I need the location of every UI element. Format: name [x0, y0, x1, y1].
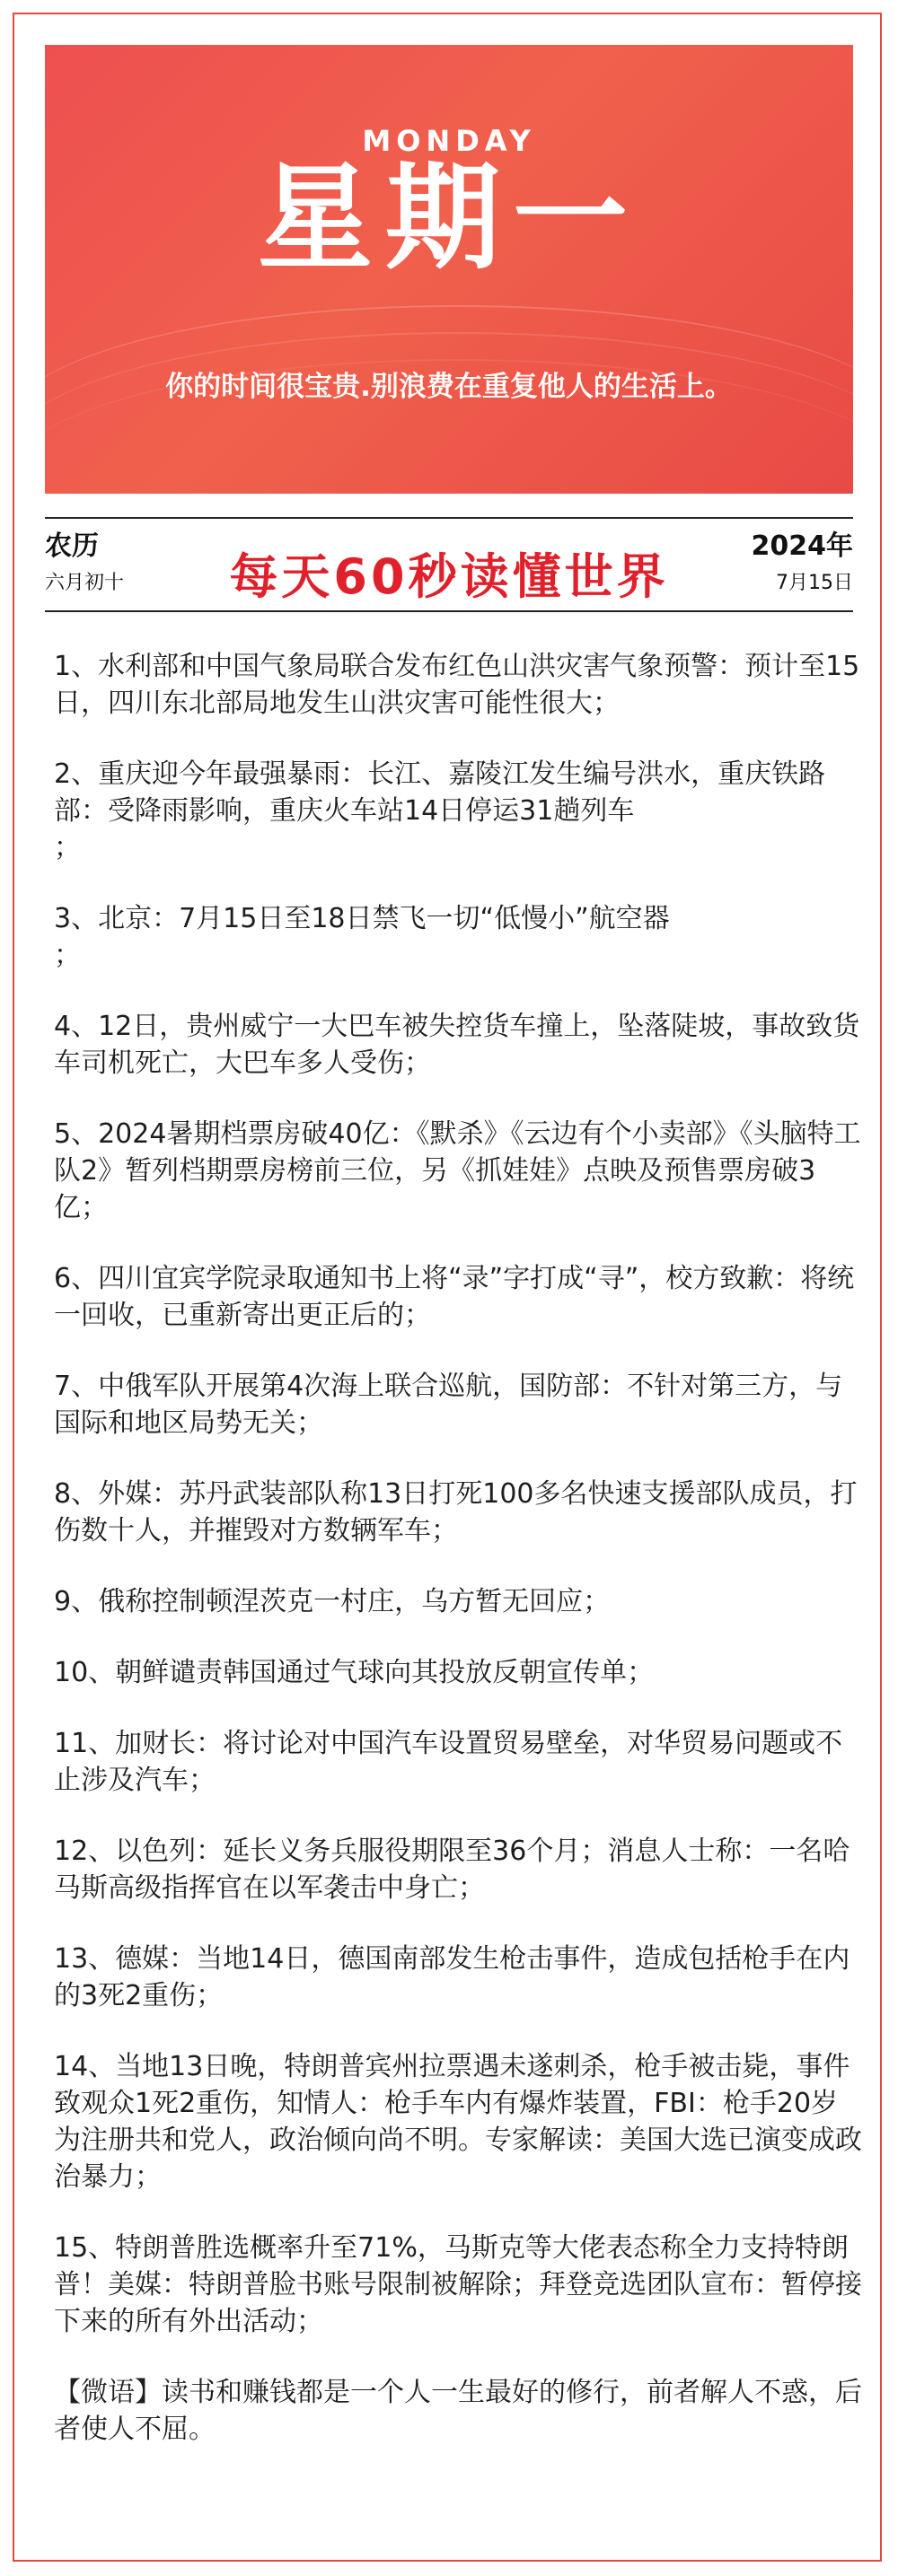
news-text: 11、加财长：将讨论对中国汽车设置贸易壁垒，对华贸易问题或不止涉及汽车； [54, 1728, 843, 1796]
news-text: 5、2024暑期档票房破40亿：《默杀》《云边有个小卖部》《头脑特工队2》暂列档期票房榜前三位，另《抓娃娃》点映及预售票房破3亿； [54, 1118, 861, 1223]
news-item [54, 1833, 862, 1906]
year-label: 2024年 [751, 530, 853, 562]
news-text: 4、12日，贵州威宁一大巴车被失控货车撞上，坠落陡坡，事故致货车司机死亡，大巴车多人受伤； [54, 1011, 860, 1079]
lunar-label: 农历 [45, 530, 99, 562]
daily-quote: 【微语】读书和赚钱都是一个人一生最好的修行，前者解人不惑，后者使人不屈。 [54, 2377, 862, 2445]
news-list [54, 648, 862, 2448]
news-text: 13、德媒：当地14日，德国南部发生枪击事件，造成包括枪手在内的3死2重伤； [54, 1943, 850, 2011]
news-item [54, 1008, 862, 1082]
date-label: 7月15日 [776, 572, 853, 594]
news-tail: ； [54, 940, 81, 971]
page-title: 每天60秒读懂世界 [229, 548, 669, 605]
weekday-english: MONDAY [362, 124, 536, 158]
news-tail: ； [54, 832, 81, 863]
news-item [54, 2230, 862, 2340]
news-item [54, 2048, 862, 2195]
news-item [54, 1654, 862, 1691]
news-text: 9、俄称控制顿涅茨克一村庄，乌方暂无回应； [54, 1586, 611, 1617]
news-text: 12、以色列：延长义务兵服役期限至36个月；消息人士称：一名哈马斯高级指挥官在以军袭击中身亡； [54, 1836, 850, 1904]
news-item [54, 1583, 862, 1620]
news-item [54, 648, 862, 722]
lunar-date: 六月初十 [45, 572, 125, 594]
weekday-chinese: 星期一 [257, 152, 640, 285]
news-text: 7、中俄军队开展第4次海上联合巡航，国防部：不针对第三方，与国际和地区局势无关； [54, 1371, 843, 1439]
news-text: 3、北京：7月15日至18日禁飞一切“低慢小”航空器 [54, 903, 670, 934]
news-text: 6、四川宜宾学院录取通知书上将“录”字打成“寻”，校方致歉：将统一回收，已重新寄出更正后的； [54, 1263, 855, 1331]
news-text: 2、重庆迎今年最强暴雨：长江、嘉陵江发生编号洪水，重庆铁路部：受降雨影响，重庆火车站14日停运31趟列车 [54, 758, 826, 827]
news-item [54, 900, 862, 974]
header-bottom-rule [45, 610, 853, 612]
news-text: 15、特朗普胜选概率升至71%，马斯克等大佬表态称全力支持特朗普！美媒：特朗普脸书账号限制被解除；拜登竞选团队宣布：暂停接下来的所有外出活动； [54, 2232, 862, 2337]
news-item [54, 1116, 862, 1226]
news-item [54, 756, 862, 866]
news-item [54, 1260, 862, 1334]
news-text: 10、朝鲜谴责韩国通过气球向其投放反朝宣传单； [54, 1657, 655, 1688]
news-text: 8、外媒：苏丹武装部队称13日打死100多名快速支援部队成员，打伤数十人，并摧毁对方数辆军车； [54, 1478, 858, 1546]
banner-slogan: 你的时间很宝贵.别浪费在重复他人的生活上。 [165, 371, 733, 403]
news-text: 1、水利部和中国气象局联合发布红色山洪灾害气象预警：预计至15日，四川东北部局地发生山洪灾害可能性很大； [54, 651, 860, 719]
news-item [54, 1725, 862, 1799]
header-top-rule [45, 517, 853, 519]
news-item [54, 1941, 862, 2014]
weekday-banner [45, 45, 853, 494]
news-item [54, 1368, 862, 1441]
news-text: 14、当地13日晚，特朗普宾州拉票遇未遂刺杀，枪手被击毙，事件致观众1死2重伤，知情人：枪手车内有爆炸装置，FBI：枪手20岁为注册共和党人，政治倾向尚不明。专家解读：美国大选已演变成政治暴力； [54, 2051, 862, 2193]
news-item [54, 1476, 862, 1549]
